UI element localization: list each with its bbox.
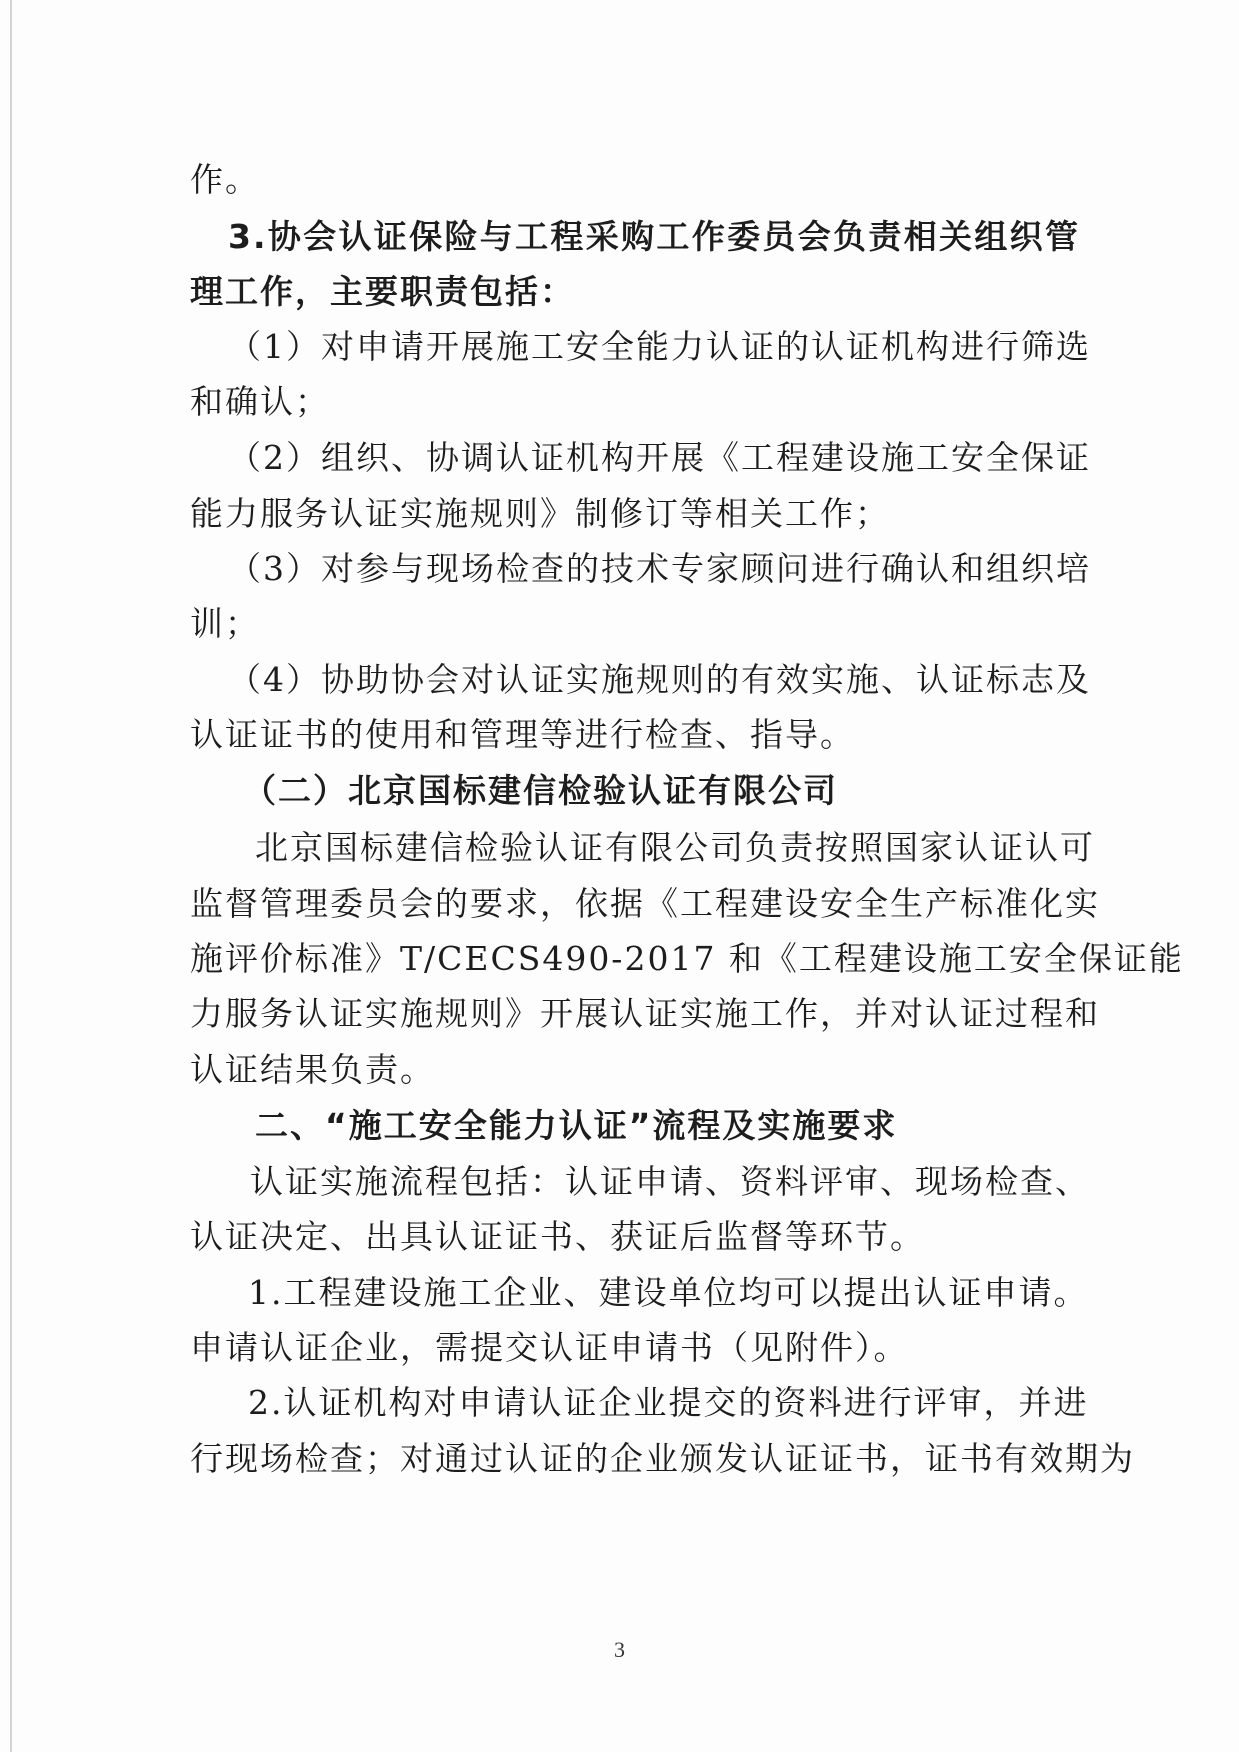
text-line: （4）协助协会对认证实施规则的有效实施、认证标志及 <box>228 660 1091 699</box>
text-line: 2.认证机构对申请认证企业提交的资料进行评审，并进 <box>248 1383 1089 1422</box>
text-line: 能力服务认证实施规则》制修订等相关工作； <box>190 494 890 533</box>
text-line: 施评价标准》T/CECS490-2017 和《工程建设施工安全保证能 <box>190 939 1184 978</box>
text-line: 理工作，主要职责包括： <box>190 272 575 311</box>
text-line: 1.工程建设施工企业、建设单位均可以提出认证申请。 <box>248 1273 1089 1312</box>
text-line: （1）对申请开展施工安全能力认证的认证机构进行筛选 <box>228 327 1091 366</box>
text-line: 和确认； <box>190 382 330 421</box>
text-line: 训； <box>190 604 260 643</box>
text-line: 3.协会认证保险与工程采购工作委员会负责相关组织管 <box>228 217 1080 256</box>
text-line: 北京国标建信检验认证有限公司负责按照国家认证认可 <box>255 828 1095 867</box>
page-number: 3 <box>614 1637 625 1662</box>
text-line: （3）对参与现场检查的技术专家顾问进行确认和组织培 <box>228 549 1091 588</box>
text-line: 监督管理委员会的要求，依据《工程建设安全生产标准化实 <box>190 884 1100 923</box>
text-line: 认证证书的使用和管理等进行检查、指导。 <box>190 715 855 754</box>
text-line: 申请认证企业，需提交认证申请书（见附件）。 <box>190 1328 909 1367</box>
text-line: 认证结果负责。 <box>190 1050 435 1089</box>
section-heading: （二）北京国标建信检验认证有限公司 <box>243 771 838 810</box>
section-heading: 二、“施工安全能力认证”流程及实施要求 <box>255 1106 898 1145</box>
text-line: 行现场检查；对通过认证的企业颁发认证证书，证书有效期为 <box>190 1439 1135 1478</box>
text-line: 认证决定、出具认证证书、获证后监督等环节。 <box>190 1217 925 1256</box>
text-line: 认证实施流程包括：认证申请、资料评审、现场检查、 <box>250 1162 1090 1201</box>
text-line: 力服务认证实施规则》开展认证实施工作，并对认证过程和 <box>190 994 1100 1033</box>
text-line: （2）组织、协调认证机构开展《工程建设施工安全保证 <box>228 438 1091 477</box>
scan-edge-line <box>10 0 12 1752</box>
text-line: 作。 <box>190 160 260 199</box>
